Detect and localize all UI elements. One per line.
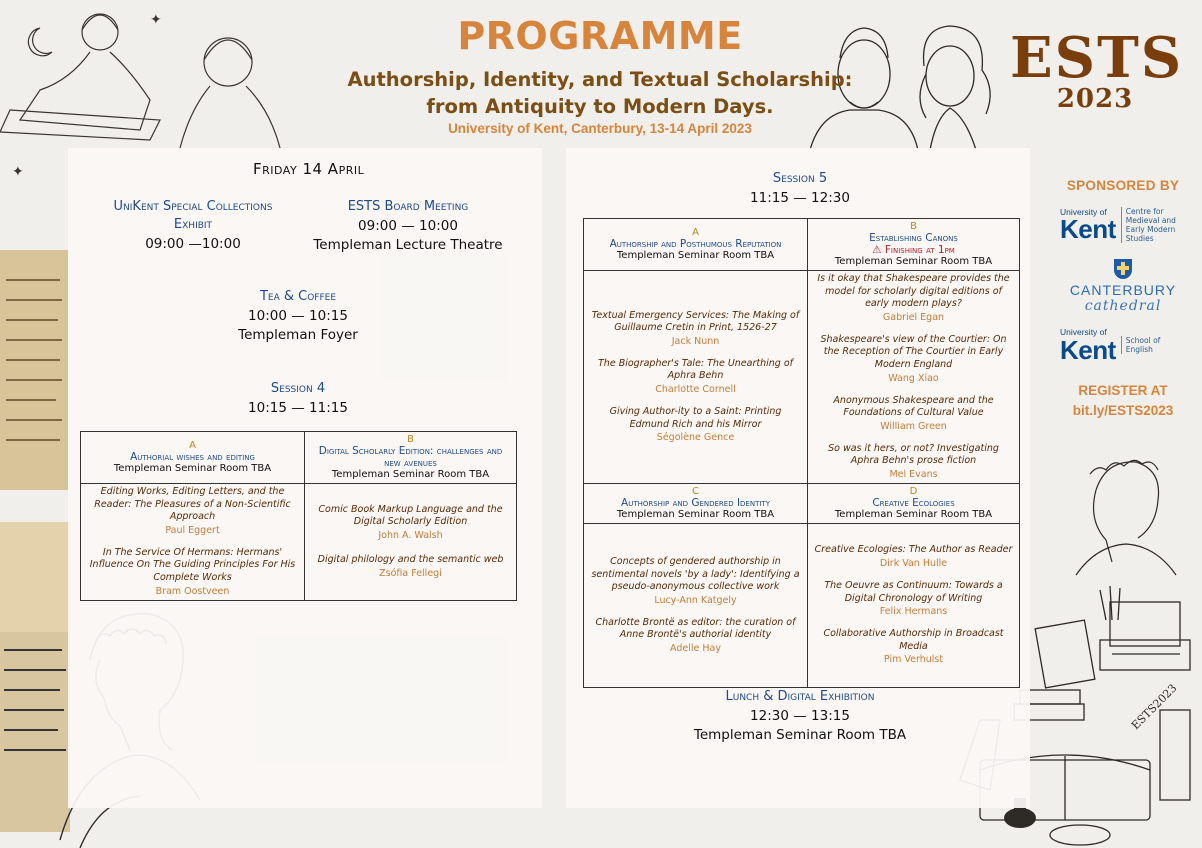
logo-year: 2023 — [1056, 84, 1134, 114]
paper-item — [590, 358, 801, 396]
session-title: Session 4 — [270, 381, 326, 396]
paper-title: Giving Author-ity to a Saint: Printing Edmund Rich and his Mirror — [609, 406, 782, 430]
session-4-track-b-header — [305, 432, 517, 484]
track-room: Templeman Seminar Room TBA — [616, 508, 775, 520]
register-info — [1060, 381, 1186, 421]
paper-title: In The Service Of Hermans: Hermans' Influence On The Guiding Principles For His Complete Works — [89, 546, 296, 583]
paper-title: Collaborative Authorship in Broadcast Media — [823, 628, 1004, 652]
paper-title: The Oeuvre as Continuum: Towards a Digital Chronology of Writing — [824, 580, 1003, 604]
session-4-track-a-header — [81, 432, 305, 484]
paper-author: John A. Walsh — [378, 530, 443, 542]
cathedral-line-1: CANTERBURY — [1069, 282, 1177, 298]
tea-coffee-event — [188, 288, 408, 344]
session-5-track-c-papers — [584, 523, 808, 687]
event-title: Tea & Coffee — [259, 289, 337, 304]
cathedral-line-2: cathedral — [1084, 298, 1162, 314]
sponsors-sidebar — [1060, 178, 1186, 421]
logo-department-text: School of English — [1121, 336, 1186, 354]
paper-author: Lucy-Ann Katgely — [654, 594, 737, 606]
logo-department-text: Centre for Medieval and Early Modern Studies — [1121, 207, 1186, 243]
track-room: Templeman Seminar Room TBA — [331, 469, 490, 480]
track-letter: D — [909, 485, 918, 497]
event-time: 12:30 — 13:15 — [750, 708, 850, 724]
session-5-heading — [690, 170, 910, 207]
session-5-table — [583, 218, 1020, 688]
paper-author: Paul Eggert — [165, 524, 220, 536]
special-collections-event — [98, 198, 288, 253]
logo-kent-text: Kent — [1060, 334, 1116, 365]
kent-cmems-logo — [1060, 207, 1186, 243]
paper-author: Felix Hermans — [879, 606, 948, 618]
canterbury-cathedral-logo — [1060, 259, 1186, 314]
ests-logo — [1010, 25, 1184, 114]
paper-title: Comic Book Markup Language and the Digital Scholarly Edition — [318, 503, 503, 528]
paper-item — [311, 554, 510, 580]
track-name: Digital Scholarly Edition: challenges and new avenues — [318, 445, 503, 469]
paper-author: Ségolène Gence — [656, 432, 735, 444]
track-name: Establishing Canons — [869, 232, 958, 244]
event-time: 10:00 — 10:15 — [248, 308, 348, 324]
paper-author: William Green — [880, 420, 947, 432]
paper-author: Adelle Hay — [670, 642, 721, 654]
dante-portrait-icon — [1066, 450, 1186, 575]
event-title: ESTS Board Meeting — [347, 199, 469, 214]
paper-item — [590, 406, 801, 444]
paper-author: Dirk Van Hulle — [879, 558, 948, 570]
sponsored-by-label: SPONSORED BY — [1066, 178, 1180, 193]
event-title: UniKent Special Collections — [113, 199, 273, 214]
paper-title: The Biographer's Tale: The Unearthing of Aphra Behn — [598, 357, 793, 382]
paper-author: Gabriel Egan — [882, 311, 945, 323]
paper-item — [590, 556, 801, 607]
logo-kent-text: Kent — [1060, 214, 1116, 245]
session-title: Session 5 — [772, 171, 828, 186]
svg-text:ESTS2023: ESTS2023 — [1128, 681, 1180, 733]
track-name: Creative Ecologies — [872, 496, 955, 509]
logo-university-text: University of — [1060, 327, 1107, 337]
svg-text:✦: ✦ — [150, 12, 162, 28]
event-title: Lunch & Digital Exhibition — [725, 689, 875, 704]
event-place: Templeman Lecture Theatre — [313, 237, 503, 253]
subtitle-line-1: Authorship, Identity, and Textual Scholarship: — [347, 68, 853, 91]
track-letter: A — [692, 227, 699, 238]
paper-item — [814, 580, 1013, 618]
session-5-track-a-header — [584, 219, 808, 271]
paper-item — [87, 547, 298, 598]
lunch-event — [650, 688, 950, 744]
paper-title: Digital philology and the semantic web — [317, 554, 504, 566]
event-place: Templeman Seminar Room TBA — [693, 727, 907, 743]
logo-name: ESTS — [1010, 25, 1184, 91]
board-meeting-event — [308, 198, 508, 254]
track-letter: C — [692, 485, 699, 497]
session-5-track-c-header — [584, 483, 808, 523]
register-label: REGISTER AT — [1078, 382, 1168, 398]
svg-text:✦: ✦ — [12, 164, 24, 180]
paper-item — [814, 443, 1013, 481]
paper-item — [814, 628, 1013, 666]
session-4-table — [80, 431, 517, 601]
cathedral-shield-icon — [1114, 259, 1132, 279]
session-5-track-b-papers — [808, 271, 1020, 484]
track-name: Authorial wishes and editing — [130, 451, 255, 463]
paper-item — [311, 504, 510, 542]
paper-item — [814, 273, 1013, 324]
paper-title: Is it okay that Shakespeare provides the model for scholarly digital editions of early modern plays? — [817, 273, 1010, 310]
track-room: Templeman Seminar Room TBA — [834, 256, 993, 267]
paper-title: Editing Works, Editing Letters, and the Reader: The Pleasures of a Non-Scientific Approach — [94, 486, 291, 523]
session-5-track-d-papers — [808, 523, 1020, 687]
session-5-panel — [566, 148, 1030, 808]
session-4-heading — [188, 380, 408, 417]
track-name: Authorship and Gendered Identity — [621, 496, 770, 509]
kent-english-logo — [1060, 328, 1186, 363]
paper-title: Concepts of gendered authorship in sentimental novels 'by a lady': Identifying a pseudo-anonymous collective work — [591, 555, 800, 593]
track-letter: B — [407, 434, 414, 445]
paper-title: Textual Emergency Services: The Making of Guillaume Cretin in Print, 1526-27 — [591, 309, 800, 334]
paper-item — [814, 395, 1013, 433]
track-letter: A — [189, 440, 196, 451]
paper-title: Anonymous Shakespeare and the Foundations of Cultural Value — [833, 394, 994, 419]
day-heading: Friday 14 April — [253, 160, 365, 178]
paper-author: Mel Evans — [889, 468, 938, 480]
paper-author: Wang Xiao — [888, 372, 939, 384]
track-room: Templeman Seminar Room TBA — [834, 508, 993, 520]
paper-item — [814, 334, 1013, 385]
paper-author: Charlotte Cornell — [655, 384, 736, 396]
track-name: Authorship and Posthumous Reputation — [609, 238, 782, 250]
paper-author: Jack Nunn — [671, 335, 720, 347]
session-5-track-b-header — [808, 219, 1020, 271]
paper-item — [814, 544, 1013, 570]
session-5-track-a-papers — [584, 271, 808, 484]
paper-item — [87, 486, 298, 537]
session-time: 10:15 — 11:15 — [248, 400, 348, 416]
session-time: 11:15 — 12:30 — [750, 190, 850, 206]
logo-university-text: University of — [1060, 206, 1107, 217]
event-place: Templeman Foyer — [238, 327, 358, 343]
paper-item — [590, 310, 801, 348]
conference-subtitle — [300, 66, 900, 120]
portrait-sketches-left-icon — [0, 0, 290, 180]
session-5-track-d-header — [808, 483, 1020, 523]
paper-title: Shakespeare's view of the Courtier: On the Reception of The Courtier in Early Modern England — [820, 333, 1007, 370]
event-time: 09:00 —10:00 — [145, 236, 241, 252]
event-title-2: Exhibit — [173, 217, 213, 232]
event-time: 09:00 — 10:00 — [358, 218, 458, 234]
track-room: Templeman Seminar Room TBA — [616, 250, 775, 261]
session-4-track-a-papers — [81, 484, 305, 601]
track-room: Templeman Seminar Room TBA — [113, 463, 272, 474]
page-title: PROGRAMME — [457, 14, 743, 58]
finishing-early-warning: ⚠ Finishing at 1pm — [872, 244, 955, 256]
register-link[interactable]: bit.ly/ESTS2023 — [1072, 402, 1174, 418]
paper-author: Bram Oostveen — [155, 585, 230, 597]
paper-item — [590, 617, 801, 655]
paper-title: So was it hers, or not? Investigating Aphra Behn's prose fiction — [828, 442, 999, 467]
paper-title: Charlotte Brontë as editor: the curation of Anne Brontë's authorial identity — [595, 616, 796, 641]
paper-title: Creative Ecologies: The Author as Reader — [814, 544, 1013, 556]
track-letter: B — [910, 221, 917, 232]
subtitle-line-2: from Antiquity to Modern Days. — [426, 95, 774, 118]
friday-schedule-panel — [68, 148, 542, 808]
paper-author: Zsófia Fellegi — [379, 567, 442, 579]
venue-dates: University of Kent, Canterbury, 13-14 April 2023 — [448, 121, 752, 136]
session-4-track-b-papers — [305, 484, 517, 601]
paper-author: Pim Verhulst — [883, 654, 944, 666]
